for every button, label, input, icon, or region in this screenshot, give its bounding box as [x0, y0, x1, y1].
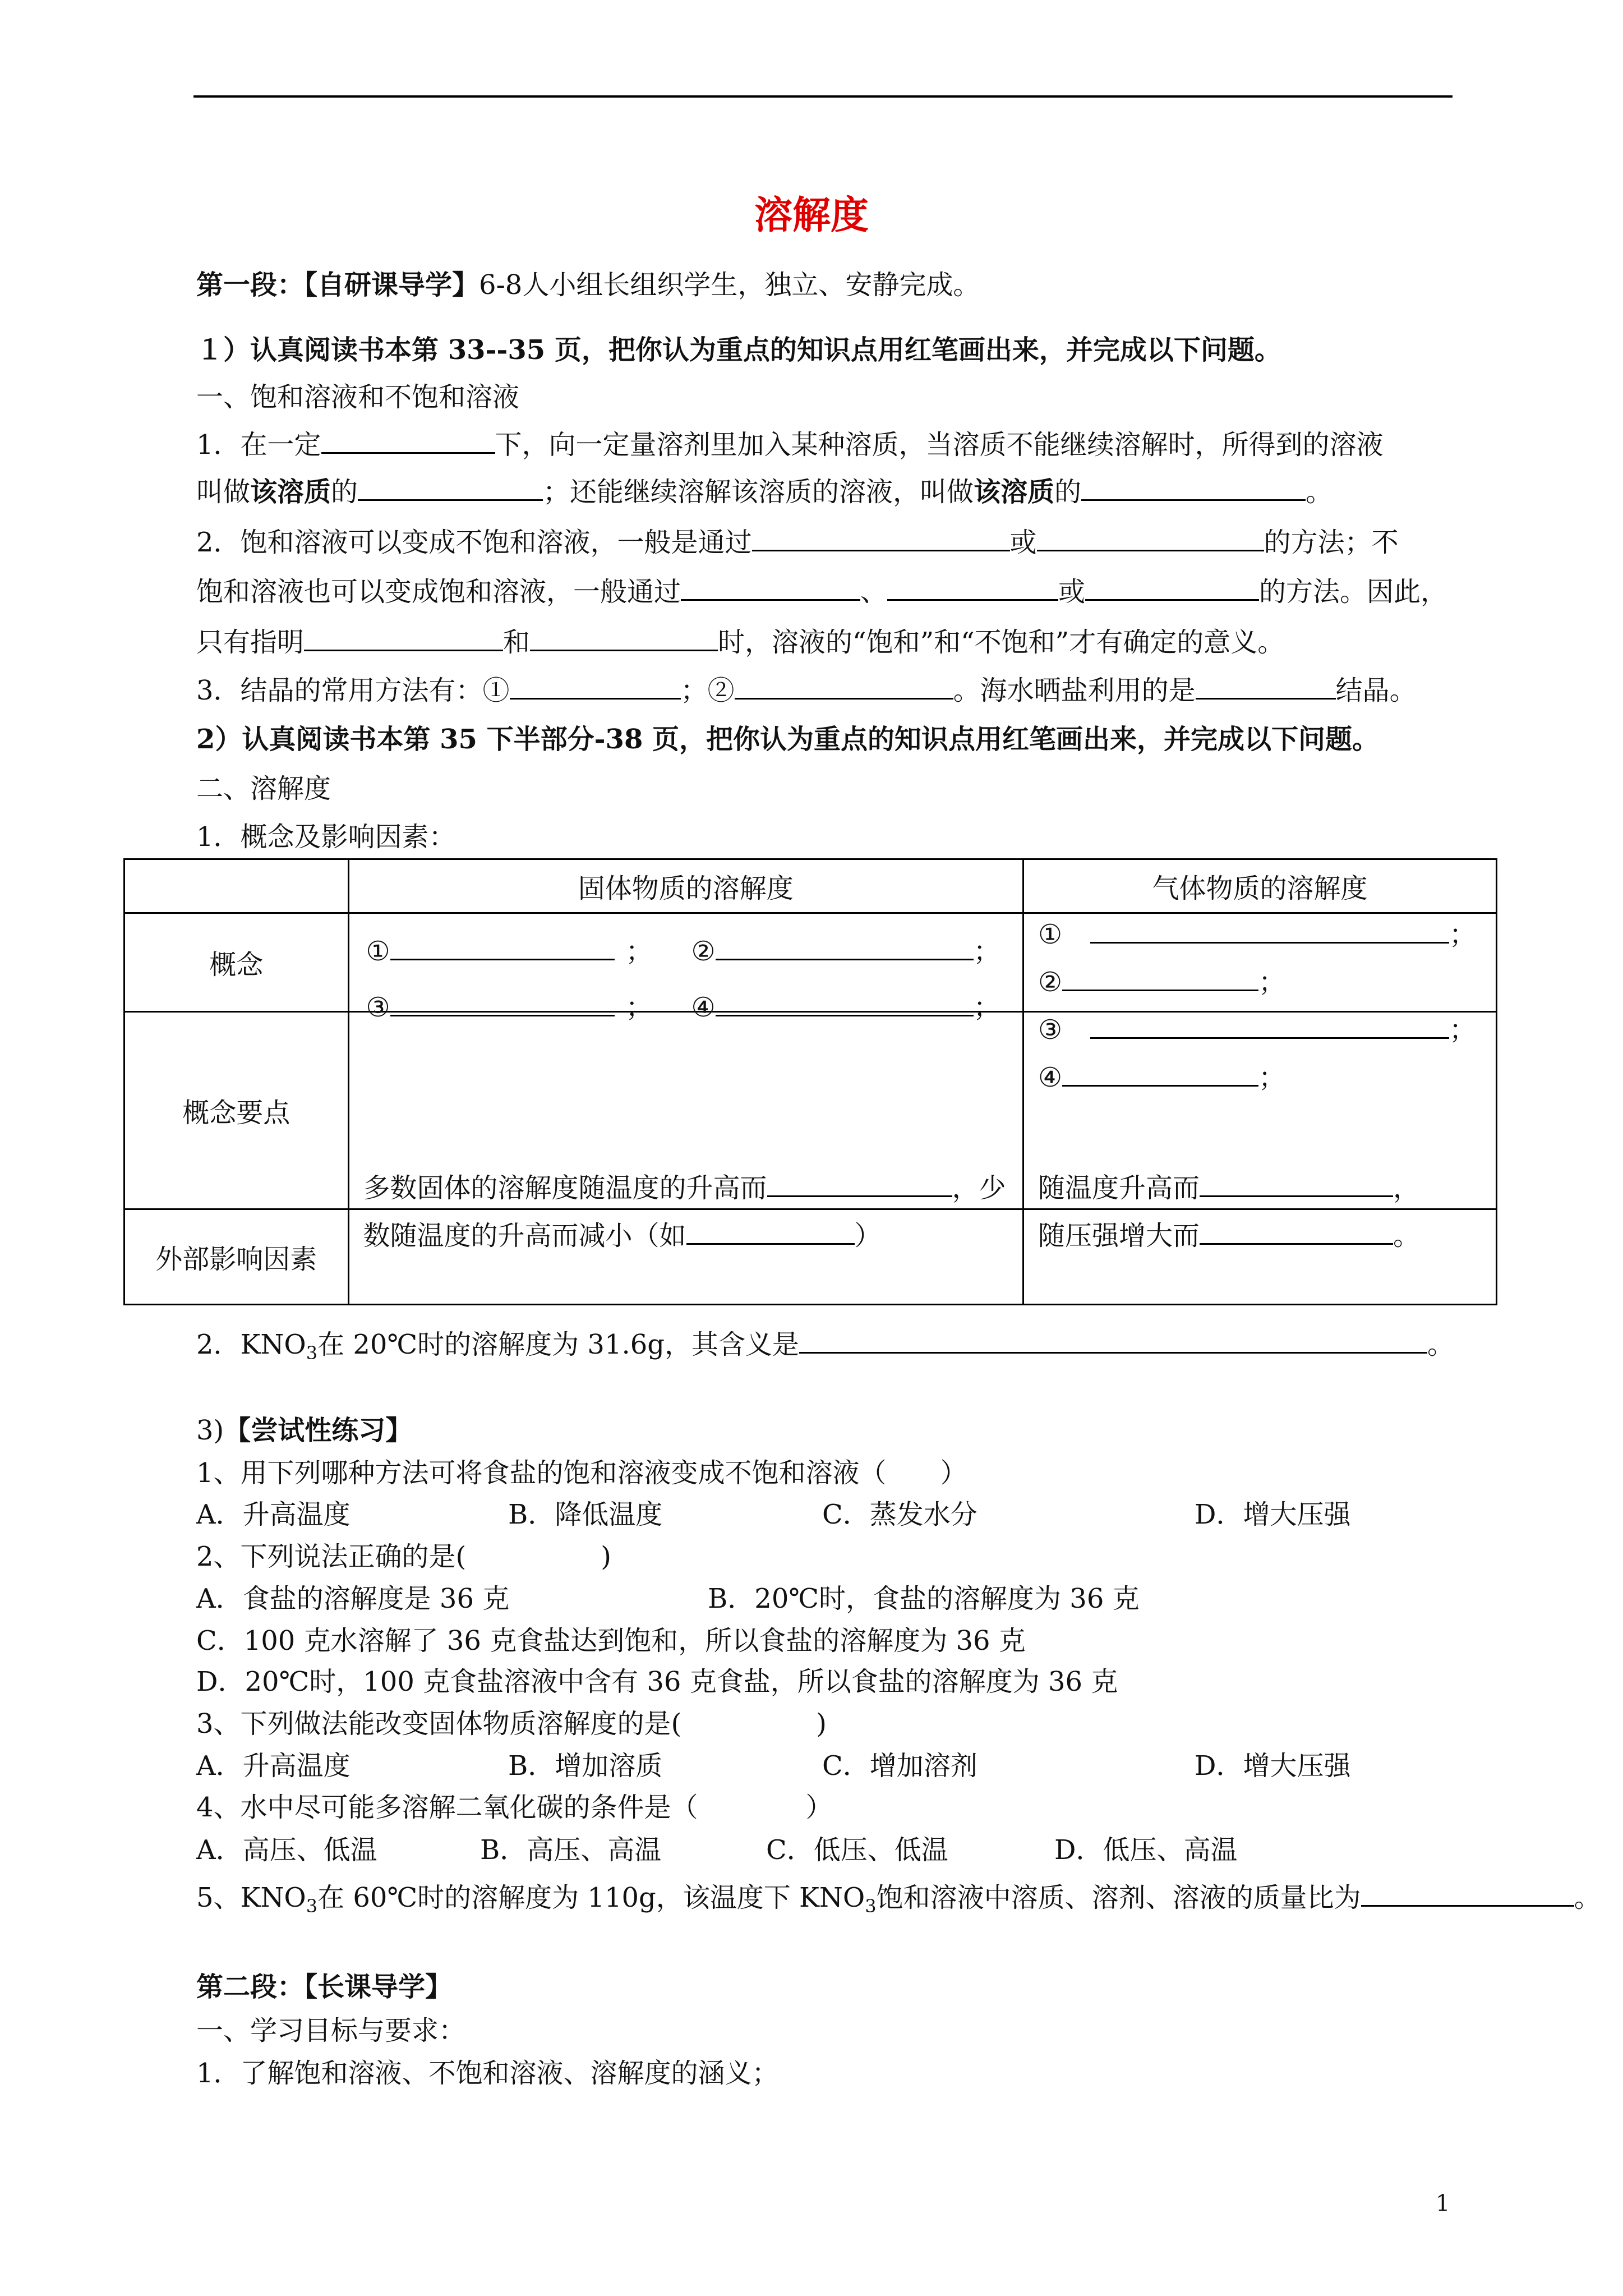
q2-blank-3[interactable]	[681, 574, 860, 601]
solid-point-3: ③ ；	[366, 990, 653, 1024]
q2-blank-7[interactable]	[530, 625, 718, 651]
part2-item1: 1．概念及影响因素：	[196, 821, 456, 853]
q3-blank-1[interactable]	[510, 673, 681, 700]
q2-option-d[interactable]: D．20℃时，100 克食盐溶液中含有 36 克食盐，所以食盐的溶解度为 36 克	[196, 1666, 1118, 1697]
solid-point-4: ④ ；	[691, 990, 1000, 1024]
solubility-table	[123, 858, 1497, 1305]
part1-heading: 一、饱和溶液和不饱和溶液	[196, 381, 520, 413]
q2-line3: 只有指明 和 时，溶液的“饱和”和“不饱和”才有确定的意义。	[196, 625, 1284, 659]
q3-line: 3．结晶的常用方法有：① ；② 。海水晒盐利用的是 结晶。	[196, 673, 1417, 707]
gas-point-2: ② ；	[1038, 965, 1285, 999]
row-external-factors: 外部影响因素	[125, 1209, 349, 1305]
page-number: 1	[1436, 2191, 1450, 2216]
section2-heading: 第二段：【长课导学】	[196, 1971, 453, 2003]
q1-line2: 叫做该溶质的 ；还能继续溶解该溶质的溶液，叫做该溶质的 。	[196, 475, 1332, 509]
q2-blank-5[interactable]	[1085, 574, 1259, 601]
gas-point-1: ① ；	[1038, 917, 1476, 951]
practice-heading: 3)【尝试性练习】	[196, 1415, 413, 1446]
q2-line1: 2．饱和溶液可以变成不饱和溶液，一般是通过 或 的方法；不	[196, 525, 1399, 559]
gas-factor-line1: 随温度升高而 ，	[1038, 1171, 1420, 1205]
solid-point-2: ② ；	[691, 934, 1000, 968]
q3-blank-2[interactable]	[735, 673, 953, 700]
q3-option-b[interactable]: B．增加溶质	[508, 1750, 663, 1782]
part2-heading: 二、溶解度	[196, 773, 331, 804]
practice-q1: 1、用下列哪种方法可将食盐的饱和溶液变成不饱和溶液（ ）	[196, 1457, 967, 1489]
external-gas-cell	[1023, 1172, 1497, 1305]
section1-heading: 第一段：【自研课导学】6-8人小组长组织学生，独立、安静完成。	[196, 269, 980, 301]
q4-option-c[interactable]: C．低压、低温	[766, 1834, 948, 1866]
section2-goal-1: 1．了解饱和溶液、不饱和溶液、溶解度的涵义；	[196, 2058, 779, 2089]
q5-blank[interactable]	[1361, 1880, 1574, 1907]
q4-option-a[interactable]: A．高压、低温	[196, 1834, 377, 1866]
section2-goal: 一、学习目标与要求：	[196, 2015, 466, 2046]
solid-factor-line2: 数随温度的升高而减小（如 ）	[363, 1218, 882, 1253]
q1-option-c[interactable]: C．蒸发水分	[822, 1499, 978, 1530]
q4-option-b[interactable]: B．高压、高温	[480, 1834, 662, 1866]
q1-blank-2[interactable]	[358, 475, 543, 501]
practice-q3: 3、下列做法能改变固体物质溶解度的是( )	[196, 1708, 827, 1740]
q1-option-a[interactable]: A．升高温度	[196, 1499, 351, 1530]
q2-blank-2[interactable]	[1037, 525, 1264, 551]
kno3-question: 2．$KNO_3$在 20℃时的溶解度为 31.6g，其含义是 。	[196, 1327, 1454, 1370]
task1: １）认真阅读书本第 33--35 页，把你认为重点的知识点用红笔画出来，并完成以下问题。	[196, 334, 1281, 366]
q2-line2: 饱和溶液也可以变成饱和溶液，一般通过 、 或 的方法。因此，	[196, 574, 1447, 609]
q2-blank-1[interactable]	[752, 525, 1010, 551]
task2: 2）认真阅读书本第 35 下半部分-38 页，把你认为重点的知识点用红笔画出来，并完成以下问题。	[196, 724, 1380, 755]
q1-blank-3[interactable]	[1081, 475, 1306, 501]
header-gas: 气体物质的溶解度	[1023, 859, 1497, 913]
q1-blank-1[interactable]	[321, 427, 495, 454]
practice-q5: 5、$KNO_3$在 60℃时的溶解度为 110g，该温度下 $KNO_3$饱和溶液中溶质、溶剂、溶液的质量比为 。	[196, 1880, 1601, 1923]
practice-q2: 2、下列说法正确的是( )	[196, 1541, 611, 1572]
row-key-points: 概念要点	[125, 1012, 349, 1209]
q3-option-d[interactable]: D．增大压强	[1195, 1750, 1351, 1782]
gas-point-3: ③ ；	[1038, 1013, 1476, 1047]
q2-option-b[interactable]: B．20℃时，食盐的溶解度为 36 克	[708, 1583, 1140, 1614]
practice-q4: 4、水中尽可能多溶解二氧化碳的条件是（ ）	[196, 1792, 833, 1823]
q1-option-d[interactable]: D．增大压强	[1195, 1499, 1351, 1530]
q1-line1: 1．在一定 下，向一定量溶剂里加入某种溶质，当溶质不能继续溶解时，所得到的溶液	[196, 427, 1384, 462]
page-title: 溶解度	[754, 193, 869, 238]
q1-option-b[interactable]: B．降低温度	[508, 1499, 663, 1530]
solid-point-1: ① ；	[366, 934, 653, 968]
q3-option-a[interactable]: A．升高温度	[196, 1750, 351, 1782]
table-corner	[125, 859, 349, 913]
solid-factor-line1: 多数固体的溶解度随温度的升高而 ，少	[363, 1171, 1006, 1205]
q2-blank-4[interactable]	[887, 574, 1058, 601]
header-rule	[193, 95, 1453, 98]
kno3-blank[interactable]	[799, 1327, 1427, 1354]
gas-point-4: ④ ；	[1038, 1060, 1285, 1094]
q2-option-c[interactable]: C．100 克水溶解了 36 克食盐达到饱和，所以食盐的溶解度为 36 克	[196, 1625, 1026, 1657]
q2-blank-6[interactable]	[304, 625, 503, 651]
external-solid-cell	[348, 1172, 1023, 1305]
row-concept: 概念	[125, 913, 349, 1012]
q3-blank-3[interactable]	[1196, 673, 1336, 700]
header-solid: 固体物质的溶解度	[348, 859, 1023, 913]
q3-option-c[interactable]: C．增加溶剂	[822, 1750, 978, 1782]
q4-option-d[interactable]: D．低压、高温	[1054, 1834, 1238, 1866]
q2-option-a[interactable]: A．食盐的溶解度是 36 克	[196, 1583, 510, 1614]
gas-factor-line2: 随压强增大而 。	[1038, 1218, 1420, 1253]
